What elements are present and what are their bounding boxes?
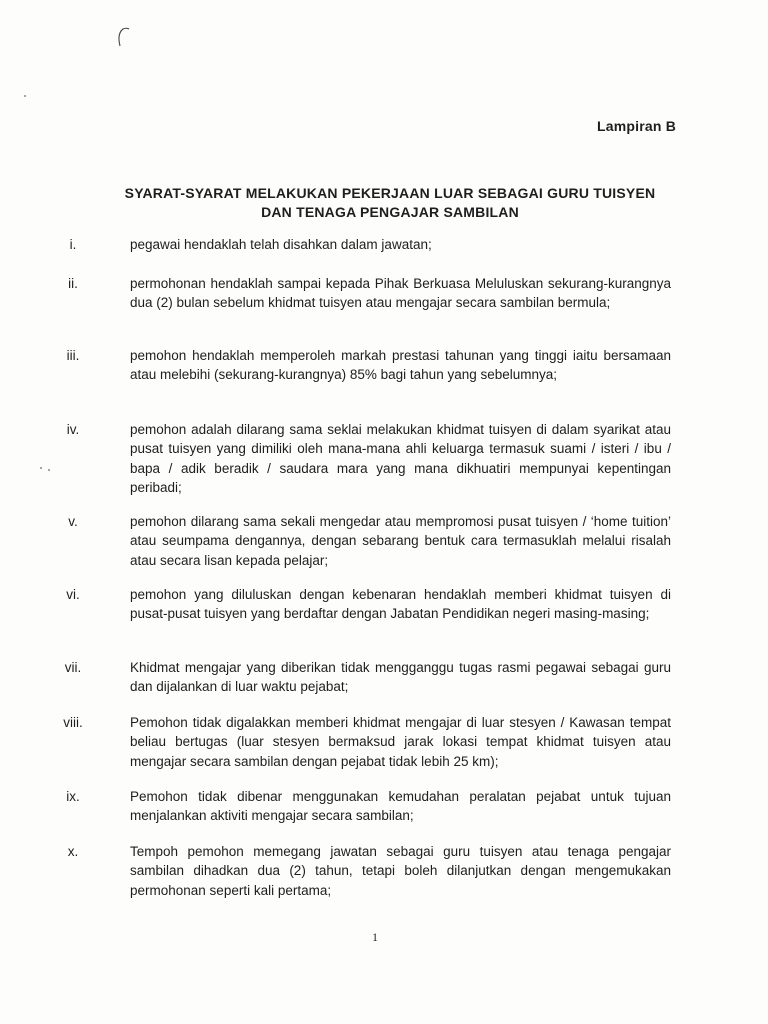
clause-text: pegawai hendaklah telah disahkan dalam jawatan;: [130, 237, 432, 252]
clause-text: pemohon dilarang sama sekali mengedar atau mempromosi pusat tuisyen / ‘home tuition’ atau seumpama dengannya, dengan sebarang bentuk cara termasuklah melalui risalah atau secara lisan kepada pelajar;: [130, 514, 671, 568]
clause-text: pemohon adalah dilarang sama seklai melakukan khidmat tuisyen di dalam syarikat atau pusat tuisyen yang dimiliki oleh mana-mana ahli keluarga termasuk suami / isteri / ibu / bapa / adik beradik / saudara mara yang mana dikhuatiri mempunyai kepentingan peribadi;: [130, 422, 671, 495]
clause-number: ix.: [66, 789, 80, 804]
scan-speck: [24, 95, 26, 97]
title-line-2: DAN TENAGA PENGAJAR SAMBILAN: [261, 204, 519, 220]
clause-text: Pemohon tidak dibenar menggunakan kemudahan peralatan pejabat untuk tujuan menjalankan aktiviti mengajar secara sambilan;: [130, 789, 671, 824]
title-line-1: SYARAT-SYARAT MELAKUKAN PEKERJAAN LUAR SEBAGAI GURU TUISYEN: [124, 185, 656, 201]
clause-text: Tempoh pemohon memegang jawatan sebagai guru tuisyen atau tenaga pengajar sambilan dihadkan dua (2) tahun, tetapi boleh dilanjutkan dengan mengemukakan permohonan seperti kali pertama;: [130, 844, 671, 898]
clause-text: pemohon hendaklah memperoleh markah prestasi tahunan yang tinggi iaitu bersamaan atau melebihi (sekurang-kurangnya) 85% bagi tahun yang sebelumnya;: [130, 348, 671, 383]
clause-number: ii.: [68, 276, 78, 291]
scan-speck: [48, 469, 50, 471]
attachment-label: Lampiran B: [596, 118, 676, 134]
clause-number: iv.: [66, 422, 80, 437]
clause-number: viii.: [63, 715, 83, 730]
clause-number: i.: [69, 237, 77, 252]
pen-mark-icon: [114, 26, 136, 48]
clause-text: Pemohon tidak digalakkan memberi khidmat mengajar di luar stesyen / Kawasan tempat beliau bertugas (luar stesyen bermaksud jarak lokasi tempat khidmat tuisyen atau mengajar secara sambilan dengan pejabat tidak lebih 25 km);: [130, 715, 671, 769]
document-title: [70, 184, 710, 222]
clause-number: x.: [67, 844, 79, 859]
clause-number: v.: [68, 514, 78, 529]
clause-number: vi.: [66, 587, 80, 602]
clause-text: pemohon yang diluluskan dengan kebenaran hendaklah memberi khidmat tuisyen di pusat-pusat tuisyen yang berdaftar dengan Jabatan Pendidikan negeri masing-masing;: [130, 587, 671, 622]
clause-number: vii.: [64, 660, 82, 675]
page-number: 1: [372, 930, 378, 944]
clause-number: iii.: [66, 348, 80, 363]
scan-speck: [40, 467, 42, 469]
clause-text: Khidmat mengajar yang diberikan tidak mengganggu tugas rasmi pegawai sebagai guru dan dijalankan di luar waktu pejabat;: [130, 660, 671, 695]
clause-text: permohonan hendaklah sampai kepada Pihak Berkuasa Meluluskan sekurang-kurangnya dua (2) bulan sebelum khidmat tuisyen atau mengajar secara sambilan bermula;: [130, 276, 671, 311]
